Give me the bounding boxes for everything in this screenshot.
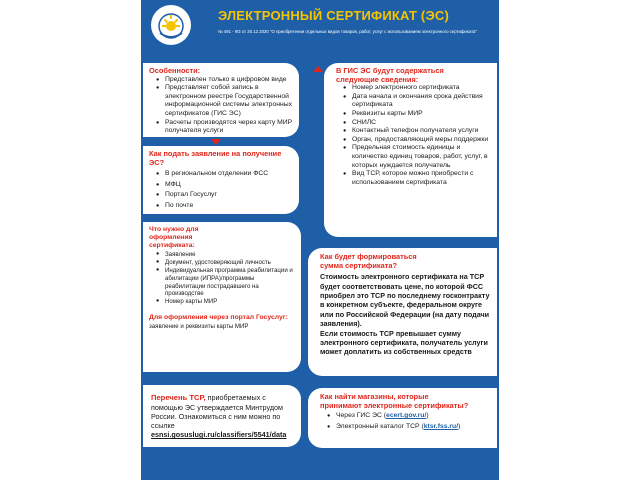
list-item: ● МФЦ <box>165 181 293 190</box>
apply-list <box>149 170 293 210</box>
list-item: ● Вид ТСР, которое можно приобрести с использованием сертификата <box>352 170 491 187</box>
list-item: ● По почте <box>165 202 293 211</box>
amount-text: Стоимость электронного сертификата на ТСР будет соответствовать цене, по которой ФСС приобрел это ТСР по последнему госконтракту в конкретном субъекте, федеральном округе или по Российской Федерации (на дату подачи заявления). <box>320 272 490 329</box>
list-item: ● Индивидуальная программа реабилитации и абилитации (ИПРА)/программы реабилитации пострадавшего на производстве <box>165 267 295 298</box>
list-item: ● СНИЛС <box>352 119 491 128</box>
shops-list <box>320 412 491 431</box>
list-item: ● Расчеты производятся через карту МИР получателя услуги <box>165 119 293 136</box>
list-item: ● Реквизиты карты МИР <box>352 110 491 119</box>
list-item: ● Контактный телефон получателя услуги <box>352 127 491 136</box>
poster <box>141 0 499 480</box>
portal-block <box>149 314 295 330</box>
gis-card <box>324 63 497 237</box>
ecert-link[interactable]: ecert.gov.ru/ <box>386 412 427 420</box>
shop-tail: ) <box>426 412 429 420</box>
needed-heading: Что нужно для оформления сертификата: <box>149 226 199 249</box>
shops-card <box>308 388 497 448</box>
fss-logo <box>151 5 191 45</box>
list-item <box>336 423 491 432</box>
portal-text: заявление и реквизиты карты МИР <box>149 322 249 330</box>
list-item: ● В региональном отделении ФСС <box>165 170 293 179</box>
list-item: ● Портал Госуслуг <box>165 191 293 200</box>
list-item: ● Предельная стоимость единицы и количество единиц товаров, работ, услуг, в которых нуждается получатель <box>352 144 491 170</box>
list-item: ● Представляет собой запись в электронном реестре Государственной информационной системы электронных сертификатов (ГИС ЭС) <box>165 84 293 118</box>
page-title: ЭЛЕКТРОННЫЙ СЕРТИФИКАТ (ЭС) <box>218 8 450 23</box>
needed-card <box>143 222 301 372</box>
shops-heading: Как найти магазины, которые принимают электронные сертификаты? <box>320 392 469 410</box>
features-card <box>143 63 299 137</box>
classifier-link[interactable]: esnsi.gosuslugi.ru/classifiers/5541/data <box>151 430 287 440</box>
apply-card <box>143 146 299 214</box>
list-item: ● Орган, предоставляющий меры поддержки <box>352 136 491 145</box>
amount-text-extra: Если стоимость ТСР превышает сумму электронного сертификата, получатель услуги может доплатить из собственных средств <box>320 328 488 357</box>
list-heading: Перечень ТСР, <box>151 393 206 402</box>
portal-heading: Для оформления через портал Госуслуг: <box>149 313 288 321</box>
list-item: ● Дата начала и окончания срока действия сертификата <box>352 93 491 110</box>
arrow-up-icon <box>313 66 323 72</box>
page-subtitle: № 491 - ФЗ от 30.12.2020 "О приобретении отдельных видов товаров, работ, услуг с использованием электронного сертификата" <box>218 29 477 34</box>
list-card <box>143 385 301 447</box>
features-heading: Особенности: <box>149 66 201 75</box>
amount-card <box>308 248 497 376</box>
list-item: ● Представлен только в цифровом виде <box>165 76 293 85</box>
shop-tail: ) <box>458 422 461 430</box>
arrow-down-icon <box>211 139 221 145</box>
needed-list <box>149 251 295 306</box>
gis-list <box>336 84 491 187</box>
list-item: ● Заявление <box>165 251 295 259</box>
amount-heading: Как будет формироваться сумма сертификата? <box>320 252 417 270</box>
ktsr-link[interactable]: ktsr.fss.ru/ <box>423 422 459 430</box>
shop-text: Электронный каталог ТСР ( <box>336 422 424 430</box>
gis-heading: В ГИС ЭС будут содержаться следующие сведения: <box>336 66 444 84</box>
list-item: ● Документ, удостоверяющий личность <box>165 259 295 267</box>
list-item <box>336 412 491 421</box>
list-item: ● Номер карты МИР <box>165 298 295 306</box>
shop-text: Через ГИС ЭС ( <box>336 412 387 420</box>
apply-heading: Как подать заявление на получение ЭС? <box>149 149 282 167</box>
features-list <box>149 76 293 136</box>
list-text: приобретаемых с помощью ЭС утверждается Минтрудом России. Ознакомиться с ним можно по ссылке <box>151 393 283 430</box>
list-item: ● Номер электронного сертификата <box>352 84 491 93</box>
